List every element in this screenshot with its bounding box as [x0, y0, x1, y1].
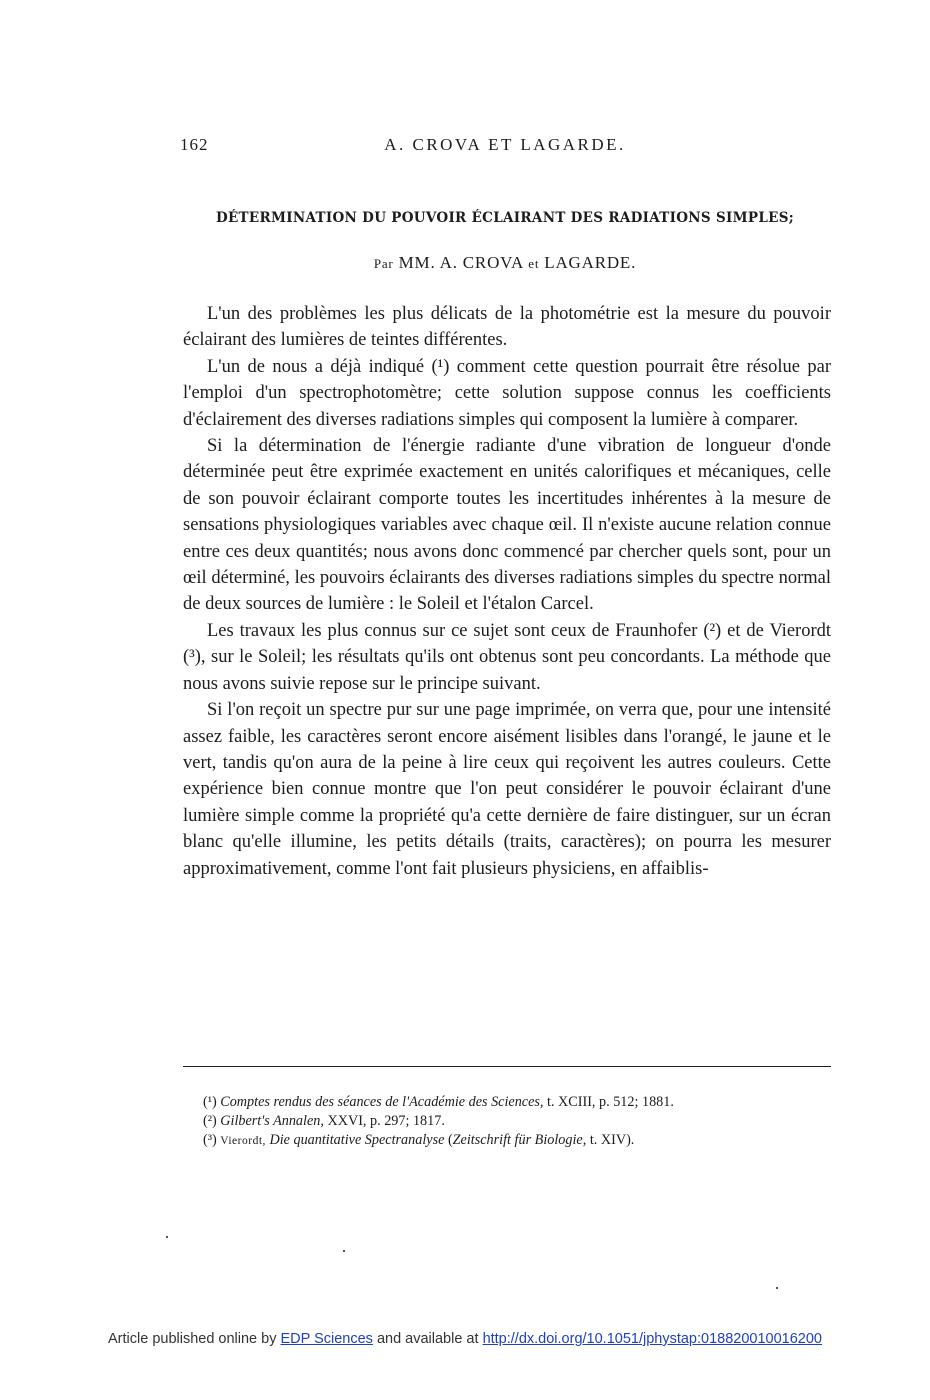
scan-speck	[343, 1250, 345, 1252]
footnote-3	[183, 1131, 833, 1151]
footnote-marker: (³)	[203, 1132, 217, 1148]
byline-prefix: Par	[373, 256, 394, 271]
running-head: A. CROVA ET LAGARDE.	[384, 135, 626, 154]
footnote-source: Gilbert's Annalen,	[220, 1113, 324, 1129]
byline-authors-first: MM. A. CROVA	[398, 253, 524, 272]
byline-authors-second: LAGARDE.	[544, 253, 637, 272]
footnote-detail: XXVI, p. 297; 1817.	[323, 1113, 445, 1129]
footnote-source: Die quantitative Spectranalyse	[269, 1132, 445, 1148]
publisher-note	[0, 1331, 930, 1347]
footnote-1	[183, 1093, 833, 1112]
page-number: 162	[180, 135, 209, 154]
footnotes	[183, 1093, 833, 1151]
footnote-detail: (	[444, 1132, 453, 1148]
byline	[180, 253, 830, 273]
footnote-marker: (²)	[203, 1113, 217, 1129]
byline-connector: et	[528, 256, 540, 271]
paragraph: L'un de nous a déjà indiqué (¹) comment cette question pourrait être résolue par l'emploi d'un spectrophotomètre; cette solution suppose connus les coefficients d'éclairement des diverses radiations simples qui composent la lumière à comparer.	[183, 356, 831, 430]
article-title: DÉTERMINATION DU POUVOIR ÉCLAIRANT DES RADIATIONS SIMPLES;	[215, 210, 795, 226]
footnote-detail: t. XCIII, p. 512; 1881.	[543, 1094, 674, 1110]
footnote-author: Vierordt,	[220, 1135, 266, 1147]
footnote-journal: Zeitschrift für Biologie,	[452, 1132, 587, 1148]
doi-link[interactable]: http://dx.doi.org/10.1051/jphystap:018820010016200	[482, 1331, 822, 1347]
scan-speck	[166, 1236, 168, 1238]
scan-speck	[776, 1287, 778, 1289]
publisher-note-middle: and available at	[372, 1331, 483, 1347]
footnote-divider	[183, 1066, 831, 1067]
footnote-2	[183, 1112, 833, 1131]
footnote-marker: (¹)	[203, 1094, 217, 1110]
publisher-link[interactable]: EDP Sciences	[280, 1331, 373, 1347]
footnote-detail: t. XIV).	[586, 1132, 635, 1148]
paragraph: Si la détermination de l'énergie radiante d'une vibration de longueur d'onde déterminée peut être exprimée exactement en unités calorifiques et mécaniques, celle de son pouvoir éclairant comporte toutes les incertitudes inhérentes à la mesure de sensations physiologiques variables avec chaque œil. Il n'existe aucune relation connue entre ces deux quantités; nous avons donc commencé par chercher quels sont, pour un œil déterminé, les pouvoirs éclairants des diverses radiations simples du spectre normal de deux sources de lumière : le Soleil et l'étalon Carcel.	[183, 436, 831, 615]
paragraph: Si l'on reçoit un spectre pur sur une page imprimée, on verra que, pour une intensité assez faible, les caractères seront encore aisément lisibles dans l'orangé, le jaune et le vert, tandis qu'on aura de la peine à lire ceux qui reçoivent les autres couleurs. Cette expérience bien connue montre que l'on peut considérer le pouvoir éclairant d'une lumière simple comme la propriété qu'a cette dernière de faire distinguer, sur un écran blanc qu'elle illumine, les petits détails (traits, caractères); on pourra les mesurer approximativement, comme l'ont fait plusieurs physiciens, en affaiblis-	[183, 700, 831, 879]
paragraph: Les travaux les plus connus sur ce sujet sont ceux de Fraunhofer (²) et de Vierordt (³), sur le Soleil; les résultats qu'ils ont obtenus sont peu concordants. La méthode que nous avons suivie repose sur le principe suivant.	[183, 620, 831, 694]
paragraph: L'un des problèmes les plus délicats de la photométrie est la mesure du pouvoir éclairant des lumières de teintes différentes.	[183, 304, 831, 351]
article-body	[183, 301, 831, 882]
publisher-note-prefix: Article published online by	[108, 1331, 281, 1347]
footnote-source: Comptes rendus des séances de l'Académie des Sciences,	[220, 1094, 544, 1110]
